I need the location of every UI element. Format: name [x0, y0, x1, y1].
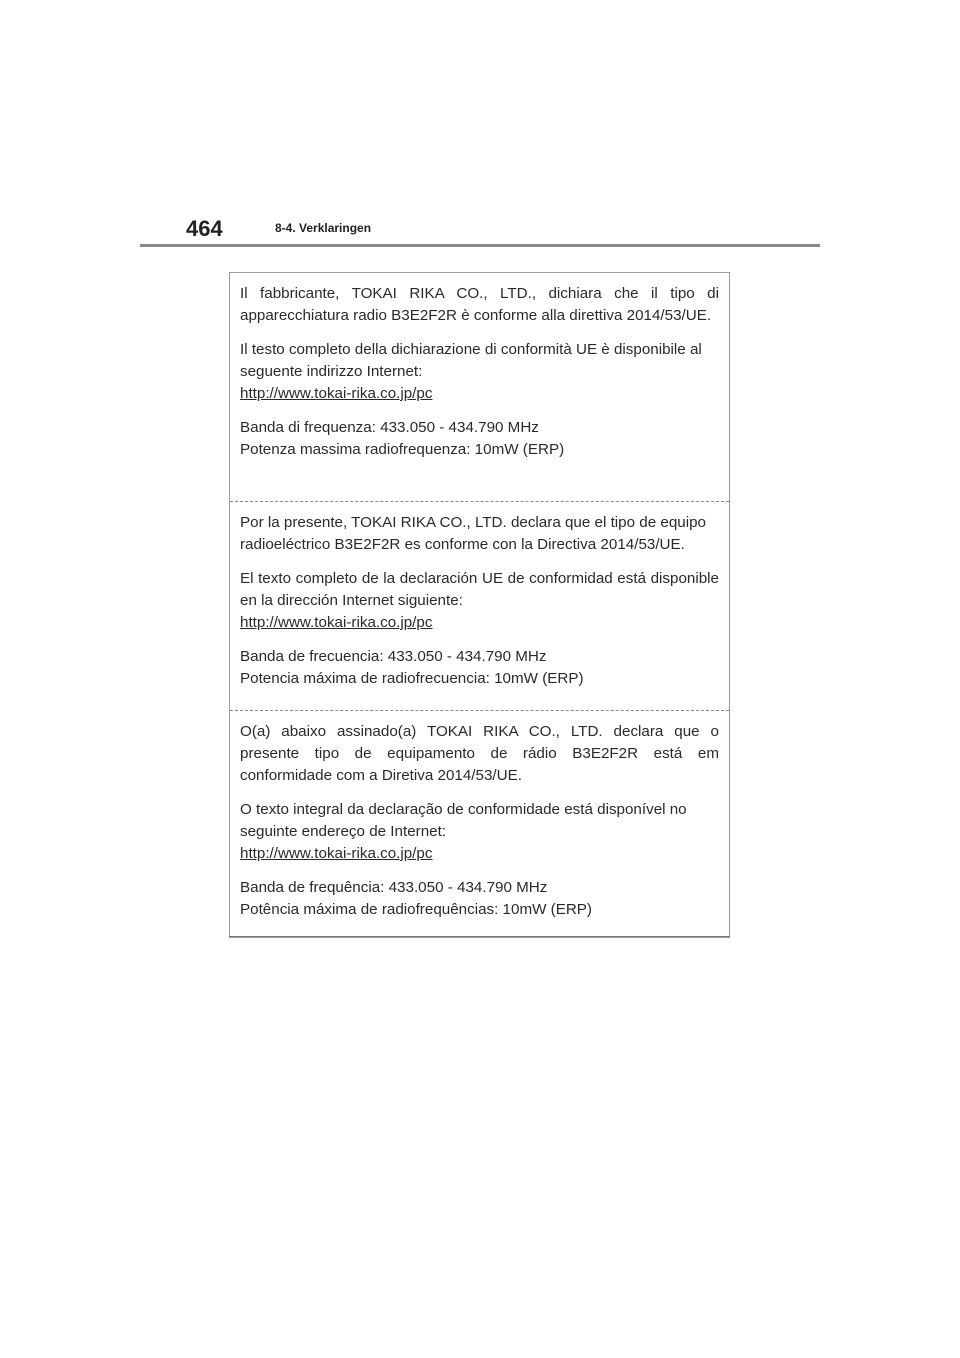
box-bottom-rule — [229, 936, 730, 937]
declaration-url-link[interactable]: http://www.tokai-rika.co.jp/pc — [240, 614, 433, 631]
max-power: Potencia máxima de radiofrecuencia: 10mW (ERP) — [240, 670, 584, 687]
declaration-spanish — [230, 501, 729, 710]
page-number: 464 — [186, 216, 223, 241]
declaration-italian — [230, 273, 729, 501]
declaration-url-link[interactable]: http://www.tokai-rika.co.jp/pc — [240, 845, 433, 862]
declaration-text: O(a) abaixo assinado(a) TOKAI RIKA CO., LTD. declara que o presente tipo de equipamento de rádio B3E2F2R está em conformidade com a Diretiva 2014/53/UE. — [240, 723, 719, 784]
declaration-text: Il fabbricante, TOKAI RIKA CO., LTD., dichiara che il tipo di apparecchiatura radio B3E2F2R è conforme alla direttiva 2014/53/UE. — [240, 285, 719, 324]
full-text-notice: El texto completo de la declaración UE de conformidad está disponible en la dirección Internet siguiente: — [240, 570, 719, 609]
frequency-band: Banda de frecuencia: 433.050 - 434.790 MHz — [240, 648, 547, 665]
declaration-url-link[interactable]: http://www.tokai-rika.co.jp/pc — [240, 385, 433, 402]
full-text-notice: Il testo completo della dichiarazione di conformità UE è disponibile al seguente indirizzo Internet: — [240, 341, 702, 380]
header-divider — [140, 244, 820, 247]
declaration-portuguese — [230, 710, 729, 937]
max-power: Potência máxima de radiofrequências: 10mW (ERP) — [240, 901, 592, 918]
frequency-band: Banda di frequenza: 433.050 - 434.790 MHz — [240, 419, 539, 436]
page-header — [140, 214, 820, 244]
declaration-text: Por la presente, TOKAI RIKA CO., LTD. declara que el tipo de equipo radioeléctrico B3E2F2R es conforme con la Directiva 2014/53/UE. — [240, 514, 707, 553]
full-text-notice: O texto integral da declaração de conformidade está disponível no seguinte endereço de Internet: — [240, 801, 687, 840]
max-power: Potenza massima radiofrequenza: 10mW (ERP) — [240, 441, 565, 458]
frequency-band: Banda de frequência: 433.050 - 434.790 MHz — [240, 879, 548, 896]
declaration-box — [229, 272, 730, 938]
section-title: 8-4. Verklaringen — [275, 221, 372, 235]
